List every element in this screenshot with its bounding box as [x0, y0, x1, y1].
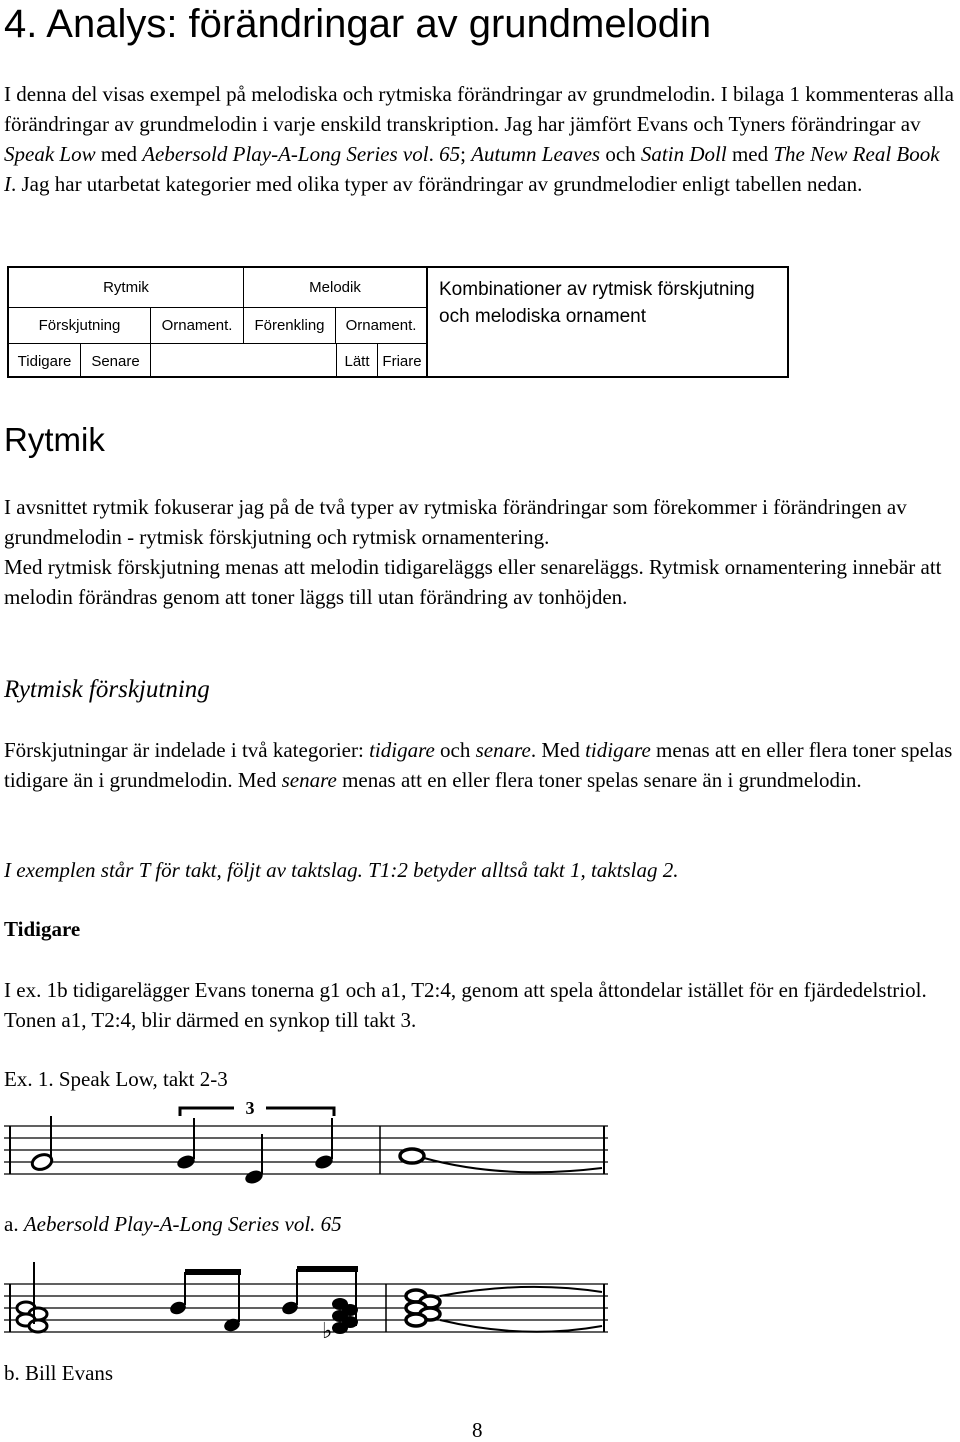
table-header-kombination: Kombinationer av rytmisk förskjutning och melodiska ornament	[439, 279, 755, 327]
intro-text-7: . Jag har utarbetat kategorier med olika typer av förändringar av grundmelodier enligt tabellen nedan.	[11, 172, 863, 196]
subheading-tidigare: Tidigare	[4, 917, 81, 941]
forskjutning-term-tidigare: tidigare	[369, 738, 435, 762]
intro-vol-65: 65	[439, 142, 461, 166]
rytmik-p1: I avsnittet rytmik fokuserar jag på de två typer av rytmiska förändringar som förekommer i förändringen av grundmelodin - rytmisk förskjutning och rytmisk ornamentering.	[4, 495, 907, 549]
intro-title-autumn-leaves: Autumn Leaves	[471, 142, 601, 166]
intro-text-2: med	[95, 142, 143, 166]
intro-text-6: med	[726, 142, 774, 166]
example-caption-b: b. Bill Evans	[4, 1361, 114, 1385]
table-cell-ornament-rytmik: Ornament.	[151, 308, 244, 344]
intro-text-3: .	[428, 142, 440, 166]
music-staff-b	[4, 1254, 608, 1354]
intro-title-satin-doll: Satin Doll	[640, 142, 727, 166]
forskjutning-text-g: menas att en eller flera toner spelas tidigare än i grundmelodin. Med	[4, 738, 953, 792]
example-caption-a	[4, 1209, 342, 1239]
page-title: 4. Analys: förändringar av grundmelodin	[4, 2, 712, 46]
category-table	[7, 266, 789, 378]
page-number: 8	[472, 1418, 483, 1442]
caption-a-prefix: a.	[4, 1212, 24, 1236]
example-label: Ex. 1. Speak Low, takt 2-3	[4, 1067, 228, 1091]
forskjutning-text-a: Förskjutningar är indelade i två kategorier:	[4, 738, 370, 762]
intro-text-1: I denna del visas exempel på melodiska och rytmiska förändringar av grundmelodin. I bilaga 1 kommenteras alla förändringar av grundmelodin i varje enskild transkription. Jag har jämfört Evans och Tyners förändringar av	[4, 82, 954, 136]
forskjutning-text-c: och	[434, 738, 476, 762]
music-staff-a	[4, 1096, 608, 1196]
subheading-rytmisk-forskjutning: Rytmisk förskjutning	[4, 676, 210, 703]
table-cell-empty	[151, 344, 336, 378]
tidigare-paragraph	[4, 975, 954, 1035]
rytmik-p2: Med rytmisk förskjutning menas att melodin tidigareläggs eller senareläggs. Rytmisk ornamentering innebär att melodin förändras genom att toner läggs till utan förändring av tonhöjden.	[4, 555, 942, 609]
section-heading-rytmik: Rytmik	[4, 421, 105, 458]
table-cell-ornament-melodik: Ornament.	[336, 308, 427, 344]
rytmik-paragraph	[4, 492, 954, 612]
table-cell-senare: Senare	[81, 344, 151, 378]
intro-title-speak-low: Speak Low	[4, 142, 96, 166]
intro-title-new-real-book: The New Real Book I	[4, 142, 940, 196]
forskjutning-term-tidigare-2: tidigare	[585, 738, 651, 762]
intro-text-4: ;	[460, 142, 472, 166]
intro-paragraph	[4, 79, 954, 199]
table-divider	[427, 268, 428, 378]
table-header-melodik: Melodik	[244, 268, 427, 308]
explanation-note: I exemplen står T för takt, följt av taktslag. T1:2 betyder alltså takt 1, taktslag 2.	[4, 858, 679, 882]
forskjutning-term-senare-2: senare	[281, 768, 337, 792]
caption-a-title: Aebersold Play-A-Long Series vol. 65	[23, 1212, 342, 1236]
table-cell-forskjutning: Förskjutning	[9, 308, 151, 344]
table-cell-latt: Lätt	[336, 344, 378, 378]
table-header-rytmik: Rytmik	[9, 268, 244, 308]
table-cell-forenkling: Förenkling	[244, 308, 336, 344]
forskjutning-text-i: menas att en eller flera toner spelas senare än i grundmelodin.	[336, 768, 862, 792]
forskjutning-paragraph	[4, 735, 954, 795]
intro-title-aebersold: Aebersold Play-A-Long Series vol	[142, 142, 429, 166]
triplet-number: 3	[245, 1098, 255, 1118]
forskjutning-term-senare: senare	[475, 738, 531, 762]
intro-text-5: och	[600, 142, 641, 166]
table-cell-friare: Friare	[378, 344, 427, 378]
forskjutning-text-e: . Med	[530, 738, 586, 762]
flat-icon: ♭	[322, 1319, 333, 1344]
tidigare-text: I ex. 1b tidigarelägger Evans tonerna g1 och a1, T2:4, genom att spela åttondelar istället för en fjärdedelstriol. Tonen a1, T2:4, blir därmed en synkop till takt 3.	[4, 978, 927, 1032]
table-cell-tidigare: Tidigare	[9, 344, 81, 378]
